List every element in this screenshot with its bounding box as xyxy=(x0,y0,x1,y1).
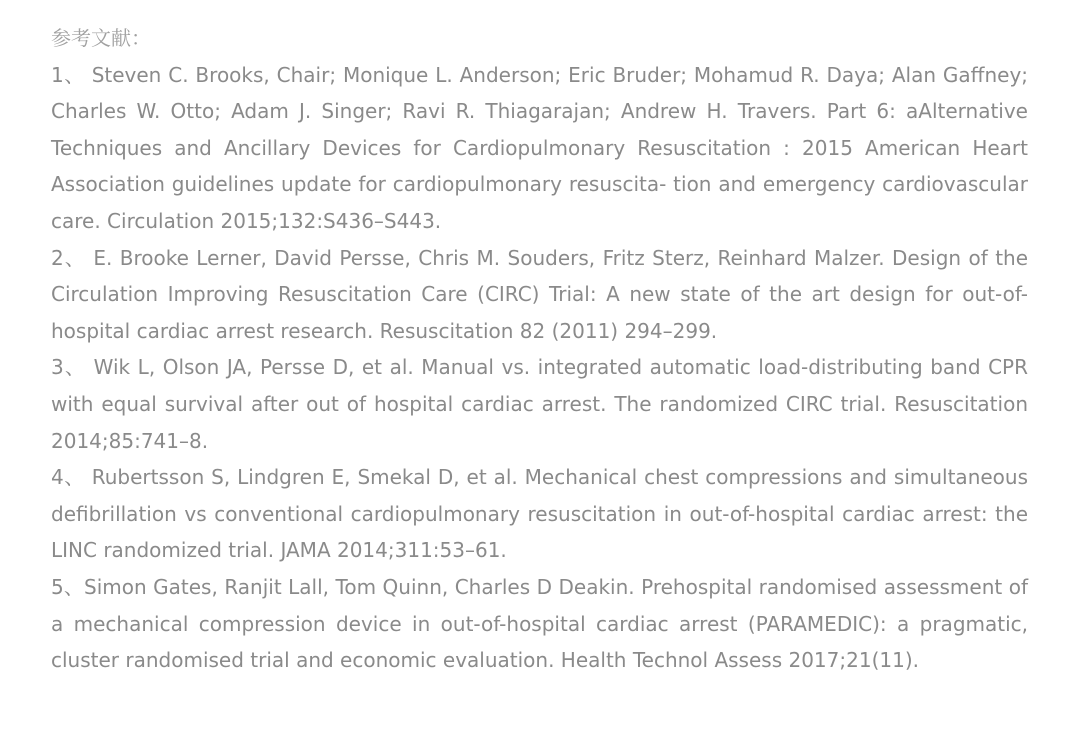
reference-text: Rubertsson S, Lindgren E, Smekal D, et al. Mechanical chest compressions and simultaneous defibrillation vs conventional cardiopulmonary resuscitation in out-of-hospital cardiac arrest: the LINC randomized trial. JAMA 2014;311:53–61. xyxy=(51,465,1029,563)
reference-item-1 xyxy=(51,57,1028,240)
reference-separator: 、 xyxy=(63,574,85,599)
reference-item-3 xyxy=(51,349,1028,459)
reference-separator: 、 xyxy=(63,355,87,380)
reference-item-5 xyxy=(51,569,1028,679)
reference-number: 5 xyxy=(51,574,64,599)
reference-text: Simon Gates, Ranjit Lall, Tom Quinn, Charles D Deakin. Prehospital randomised assessment of a mechanical compression device in out-of-hospital cardiac arrest (PARAMEDIC): a pragmatic, cluster randomised trial and economic evaluation. Health Technol Assess 2017;21(11). xyxy=(51,574,1029,673)
reference-text: Steven C. Brooks, Chair; Monique L. Anderson; Eric Bruder; Mohamud R. Daya; Alan Gaffney; Charles W. Otto; Adam J. Singer; Ravi R. Thiagarajan; Andrew H. Travers. Part 6: aAlternative Techniques and Ancillary Devices for Cardiopulmonary Resuscitation : 2015 American Heart Association guidelines update for cardiopulmonary resuscita- tion and emergency cardiovascular care. Circulation 2015;132:S436–S443. xyxy=(51,62,1029,233)
reference-separator: 、 xyxy=(63,62,85,87)
reference-number: 1 xyxy=(51,62,64,87)
references-heading: 参考文献： xyxy=(51,26,151,50)
reference-number: 4 xyxy=(51,465,64,490)
reference-separator: 、 xyxy=(63,465,85,490)
reference-text: E. Brooke Lerner, David Persse, Chris M. Souders, Fritz Sterz, Reinhard Malzer. Design of the Circulation Improving Resuscitation Care (CIRC) Trial: A new state of the art design for out-of-hospital cardiac arrest research. Resuscitation 82 (2011) 294–299. xyxy=(51,245,1029,343)
reference-text: Wik L, Olson JA, Persse D, et al. Manual vs. integrated automatic load-distributing band CPR with equal survival after out of hospital cardiac arrest. The randomized CIRC trial. Resuscitation 2014;85:741–8. xyxy=(51,355,1028,453)
reference-number: 2 xyxy=(51,245,64,270)
reference-separator: 、 xyxy=(63,245,86,270)
reference-number: 3 xyxy=(51,355,64,380)
reference-item-2 xyxy=(51,240,1028,350)
references-section xyxy=(51,20,1028,679)
reference-list xyxy=(51,57,1028,679)
reference-item-4 xyxy=(51,459,1028,569)
